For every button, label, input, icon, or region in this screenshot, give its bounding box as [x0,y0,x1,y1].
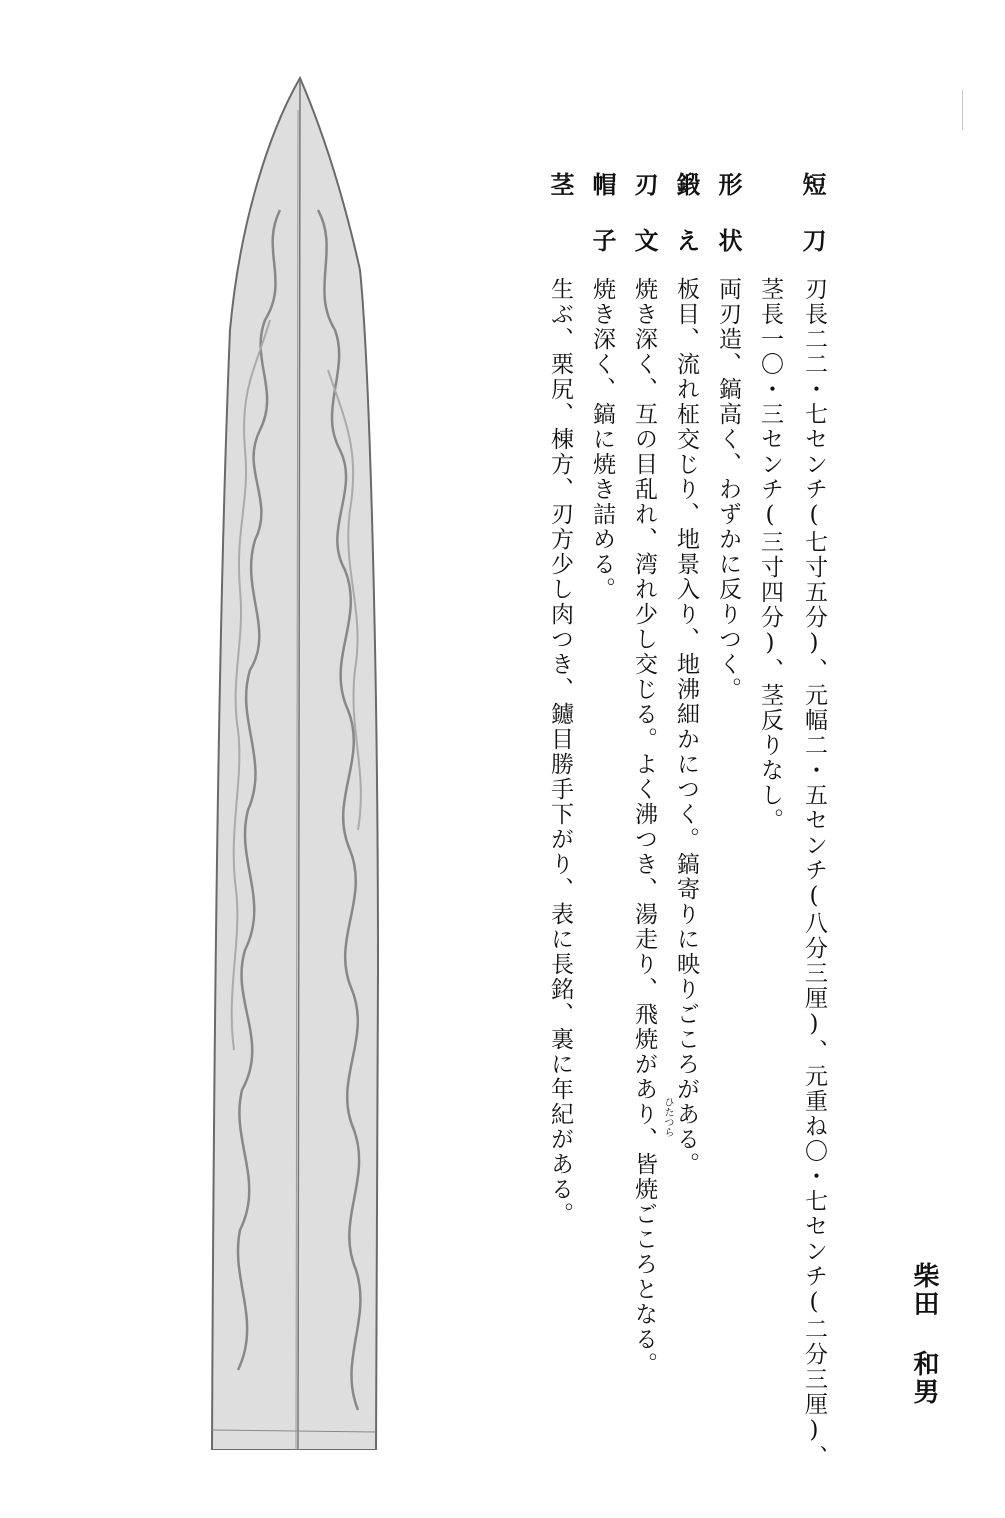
section-text-hamon: 焼き深く、互の目乱れ、湾れ少し交じる。よく沸つき、湯走り、飛焼があり、皆焼ごころとなる。 [631,277,657,1377]
sword-type-title: 短刀 [798,172,826,284]
sword-illustration [200,70,400,1450]
ruby-hitatsura: ひたつら [662,1097,673,1137]
author-family-name: 柴田 [909,1262,939,1318]
section-text-kitae: 板目、流れ柾交じり、地景入り、地沸細かにつく。鎬寄りに映りごころがある。 [673,277,699,1177]
section-label-kitae: 鍛え [672,172,700,284]
spec-line-2: 茎長一〇・三センチ(三寸四分)、茎反りなし。 [757,277,783,833]
section-label-keijo: 形状 [714,172,742,284]
section-label-hamon: 刃文 [630,172,658,284]
section-label-boshi: 帽子 [588,172,616,284]
author-given-name: 和男 [909,1350,939,1406]
margin-mark [962,90,963,130]
section-label-nakago: 茎 [546,172,574,228]
section-text-keijo: 両刃造、鎬高く、わずかに反りつく。 [715,277,741,702]
spec-line-1: 刃長二二・七センチ(七寸五分)、元幅二・五センチ(八分三厘)、元重ね〇・七センチ(二分三厘)、 [801,277,827,1470]
tanto-blade-drawing [200,70,400,1450]
section-text-nakago: 生ぶ、栗尻、棟方、刃方少し肉つき、鑢目勝手下がり、表に長銘、裏に年紀がある。 [547,277,573,1227]
section-text-boshi: 焼き深く、鎬に焼き詰める。 [589,277,615,602]
